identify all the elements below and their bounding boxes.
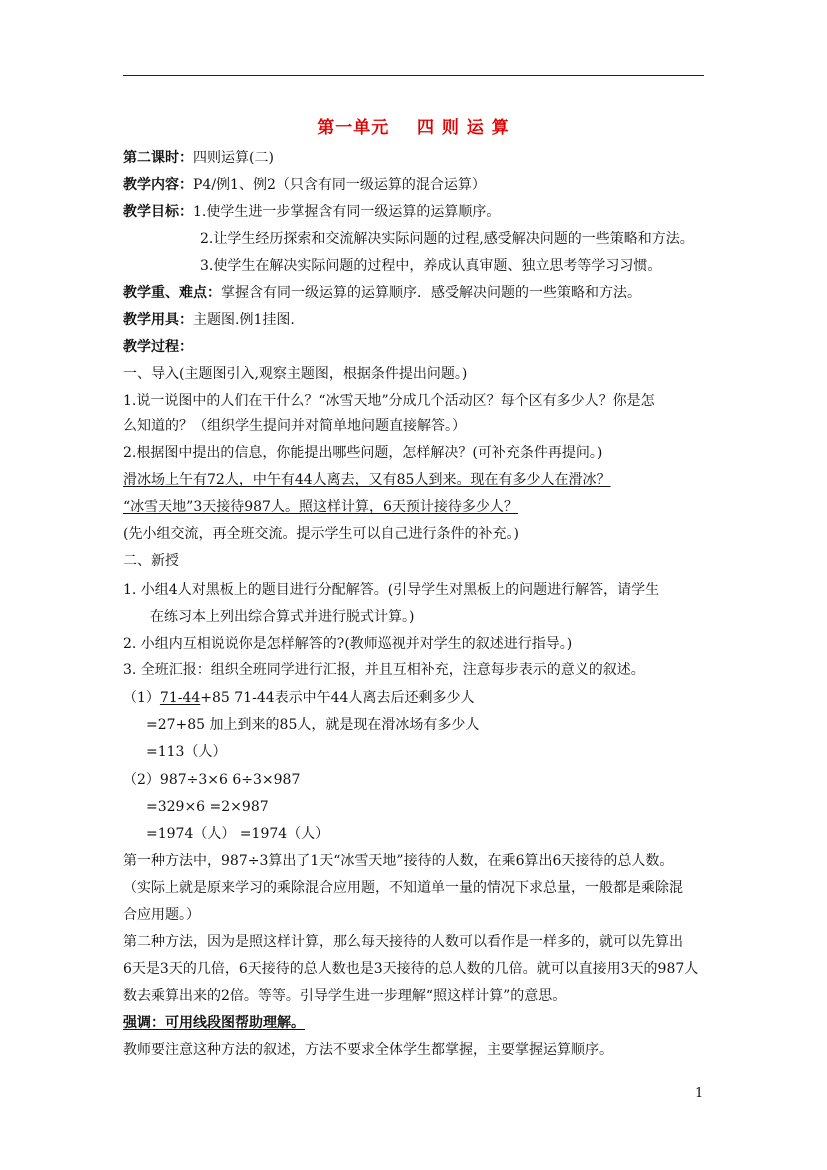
line-label: 教学目标：	[123, 204, 193, 220]
line-text: “冰雪天地”3天接待987人。照这样计算，6天预计接待多少人？	[123, 499, 518, 515]
line-underlined: 71-44	[159, 690, 201, 706]
line-calc-3	[146, 742, 226, 762]
line-method-2	[123, 932, 683, 952]
line-text: 1. 小组4人对黑板上的题目进行分配解答。(引导学生对黑板上的问题进行解答，请学生	[123, 582, 660, 598]
line-text: 2.让学生经历探索和交流解决实际问题的过程,感受解决问题的一些策略和方法。	[200, 231, 694, 247]
line-text: 掌握含有同一级运算的运算顺序．感受解决问题的一些策略和方法。	[221, 285, 641, 301]
line-goal-1	[123, 202, 500, 222]
line-text: 合应用题。）	[123, 907, 200, 923]
line-step-1	[123, 580, 659, 600]
line-text: =27+85 加上到来的85人，就是现在滑冰场有多少人	[146, 717, 480, 733]
line-label: 第二课时：	[123, 150, 193, 166]
line-emphasis	[123, 1013, 305, 1033]
line-problem-1	[123, 470, 610, 490]
line-text: 教师要注意这种方法的叙述，方法不要求全体学生都掌握，主要掌握运算顺序。	[123, 1042, 613, 1058]
line-method-1-note	[123, 878, 683, 898]
line-tools	[123, 310, 295, 330]
line-method-2-cont	[123, 959, 698, 979]
line-discuss	[123, 524, 519, 544]
line-calc-2	[146, 715, 479, 735]
line-text: 一、导入(主题图引入,观察主题图，根据条件提出问题。)	[123, 366, 468, 382]
line-q2	[123, 443, 602, 463]
line-text: 第二种方法，因为是照这样计算，那么每天接待的人数可以看作是一样多的，就可以先算出	[123, 934, 683, 950]
line-lesson	[123, 148, 274, 168]
line-goal-2	[200, 229, 694, 249]
line-q1	[123, 391, 655, 411]
page-number: 1	[695, 1086, 704, 1101]
line-calc-4	[123, 770, 300, 790]
line-calc-1	[123, 688, 474, 708]
line-step-1-cont	[150, 607, 414, 627]
line-text: P4/例1、例2（只含有同一级运算的混合运算）	[193, 177, 486, 193]
line-text: 1.说一说图中的人们在干什么？“冰雪天地”分成几个活动区？每个区有多少人？你是怎	[123, 393, 655, 409]
line-text: 第一种方法中，987÷3算出了1天“冰雪天地”接待的人数，在乘6算出6天接待的总人数。	[123, 853, 674, 869]
line-calc-6	[146, 824, 329, 844]
line-problem-2	[123, 497, 518, 517]
line-text: （实际上就是原来学习的乘除混合应用题，不知道单一量的情况下求总量，一般都是乘除混	[123, 880, 683, 896]
line-text: （1）	[123, 690, 160, 706]
line-key-points	[123, 283, 641, 303]
line-text: （2）987÷3×6 6÷3×987	[123, 772, 301, 788]
line-text: =113（人）	[146, 744, 227, 760]
line-text: 1.使学生进一步掌握含有同一级运算的运算顺序。	[193, 204, 501, 220]
header-rule	[123, 75, 704, 76]
line-method-1	[123, 851, 673, 871]
line-label: 强调：可用线段图帮助理解。	[123, 1015, 305, 1031]
line-step-3	[123, 660, 645, 680]
line-text: 四则运算(二)	[193, 150, 274, 166]
line-text: 6天是3天的几倍，6天接待的总人数也是3天接待的总人数的几倍。就可以直接用3天的987人	[123, 961, 699, 977]
line-text: +85 71-44表示中午44人离去后还剩多少人	[200, 690, 475, 706]
line-text: 滑冰场上午有72人，中午有44人离去，又有85人到来。现在有多少人在滑冰？	[123, 472, 611, 488]
line-text: 主题图.例1挂图.	[193, 312, 295, 328]
line-text: 么知道的？（组织学生提问并对简单地问题直接解答。）	[123, 418, 466, 434]
line-text: 3. 全班汇报：组织全班同学进行汇报，并且互相补充，注意每步表示的意义的叙述。	[123, 662, 645, 678]
page-title: 第一单元 四 则 运 算	[317, 118, 510, 138]
line-new-lesson	[123, 551, 179, 571]
line-content	[123, 175, 486, 195]
line-text: (先小组交流，再全班交流。提示学生可以自己进行条件的补充。)	[123, 526, 519, 542]
line-calc-5	[146, 797, 269, 817]
line-intro	[123, 364, 467, 384]
line-label: 教学用具：	[123, 312, 193, 328]
line-label: 教学内容：	[123, 177, 193, 193]
line-text: =1974（人） =1974（人）	[146, 826, 330, 842]
line-step-2	[123, 634, 572, 654]
line-q1-cont	[123, 416, 466, 436]
line-text: 在练习本上列出综合算式并进行脱式计算。)	[150, 609, 415, 625]
line-label: 教学重、难点：	[123, 285, 221, 301]
line-text: 2. 小组内互相说说你是怎样解答的?(教师巡视并对学生的叙述进行指导。)	[123, 636, 573, 652]
line-goal-3	[200, 256, 661, 276]
line-label: 教学过程：	[123, 339, 193, 355]
line-text: 3.使学生在解决实际问题的过程中，养成认真审题、独立思考等学习习惯。	[200, 258, 662, 274]
line-text: 数去乘算出来的2倍。等等。引导学生进一步理解“照这样计算”的意思。	[123, 988, 567, 1004]
line-text: 2.根据图中提出的信息，你能提出哪些问题，怎样解决？(可补充条件再提问。)	[123, 445, 603, 461]
line-text: 二、新授	[123, 553, 179, 569]
line-teacher-note	[123, 1040, 613, 1060]
line-process	[123, 337, 193, 357]
line-method-1-note-cont	[123, 905, 200, 925]
line-method-2-end	[123, 986, 566, 1006]
line-text: =329×6 =2×987	[146, 799, 269, 815]
